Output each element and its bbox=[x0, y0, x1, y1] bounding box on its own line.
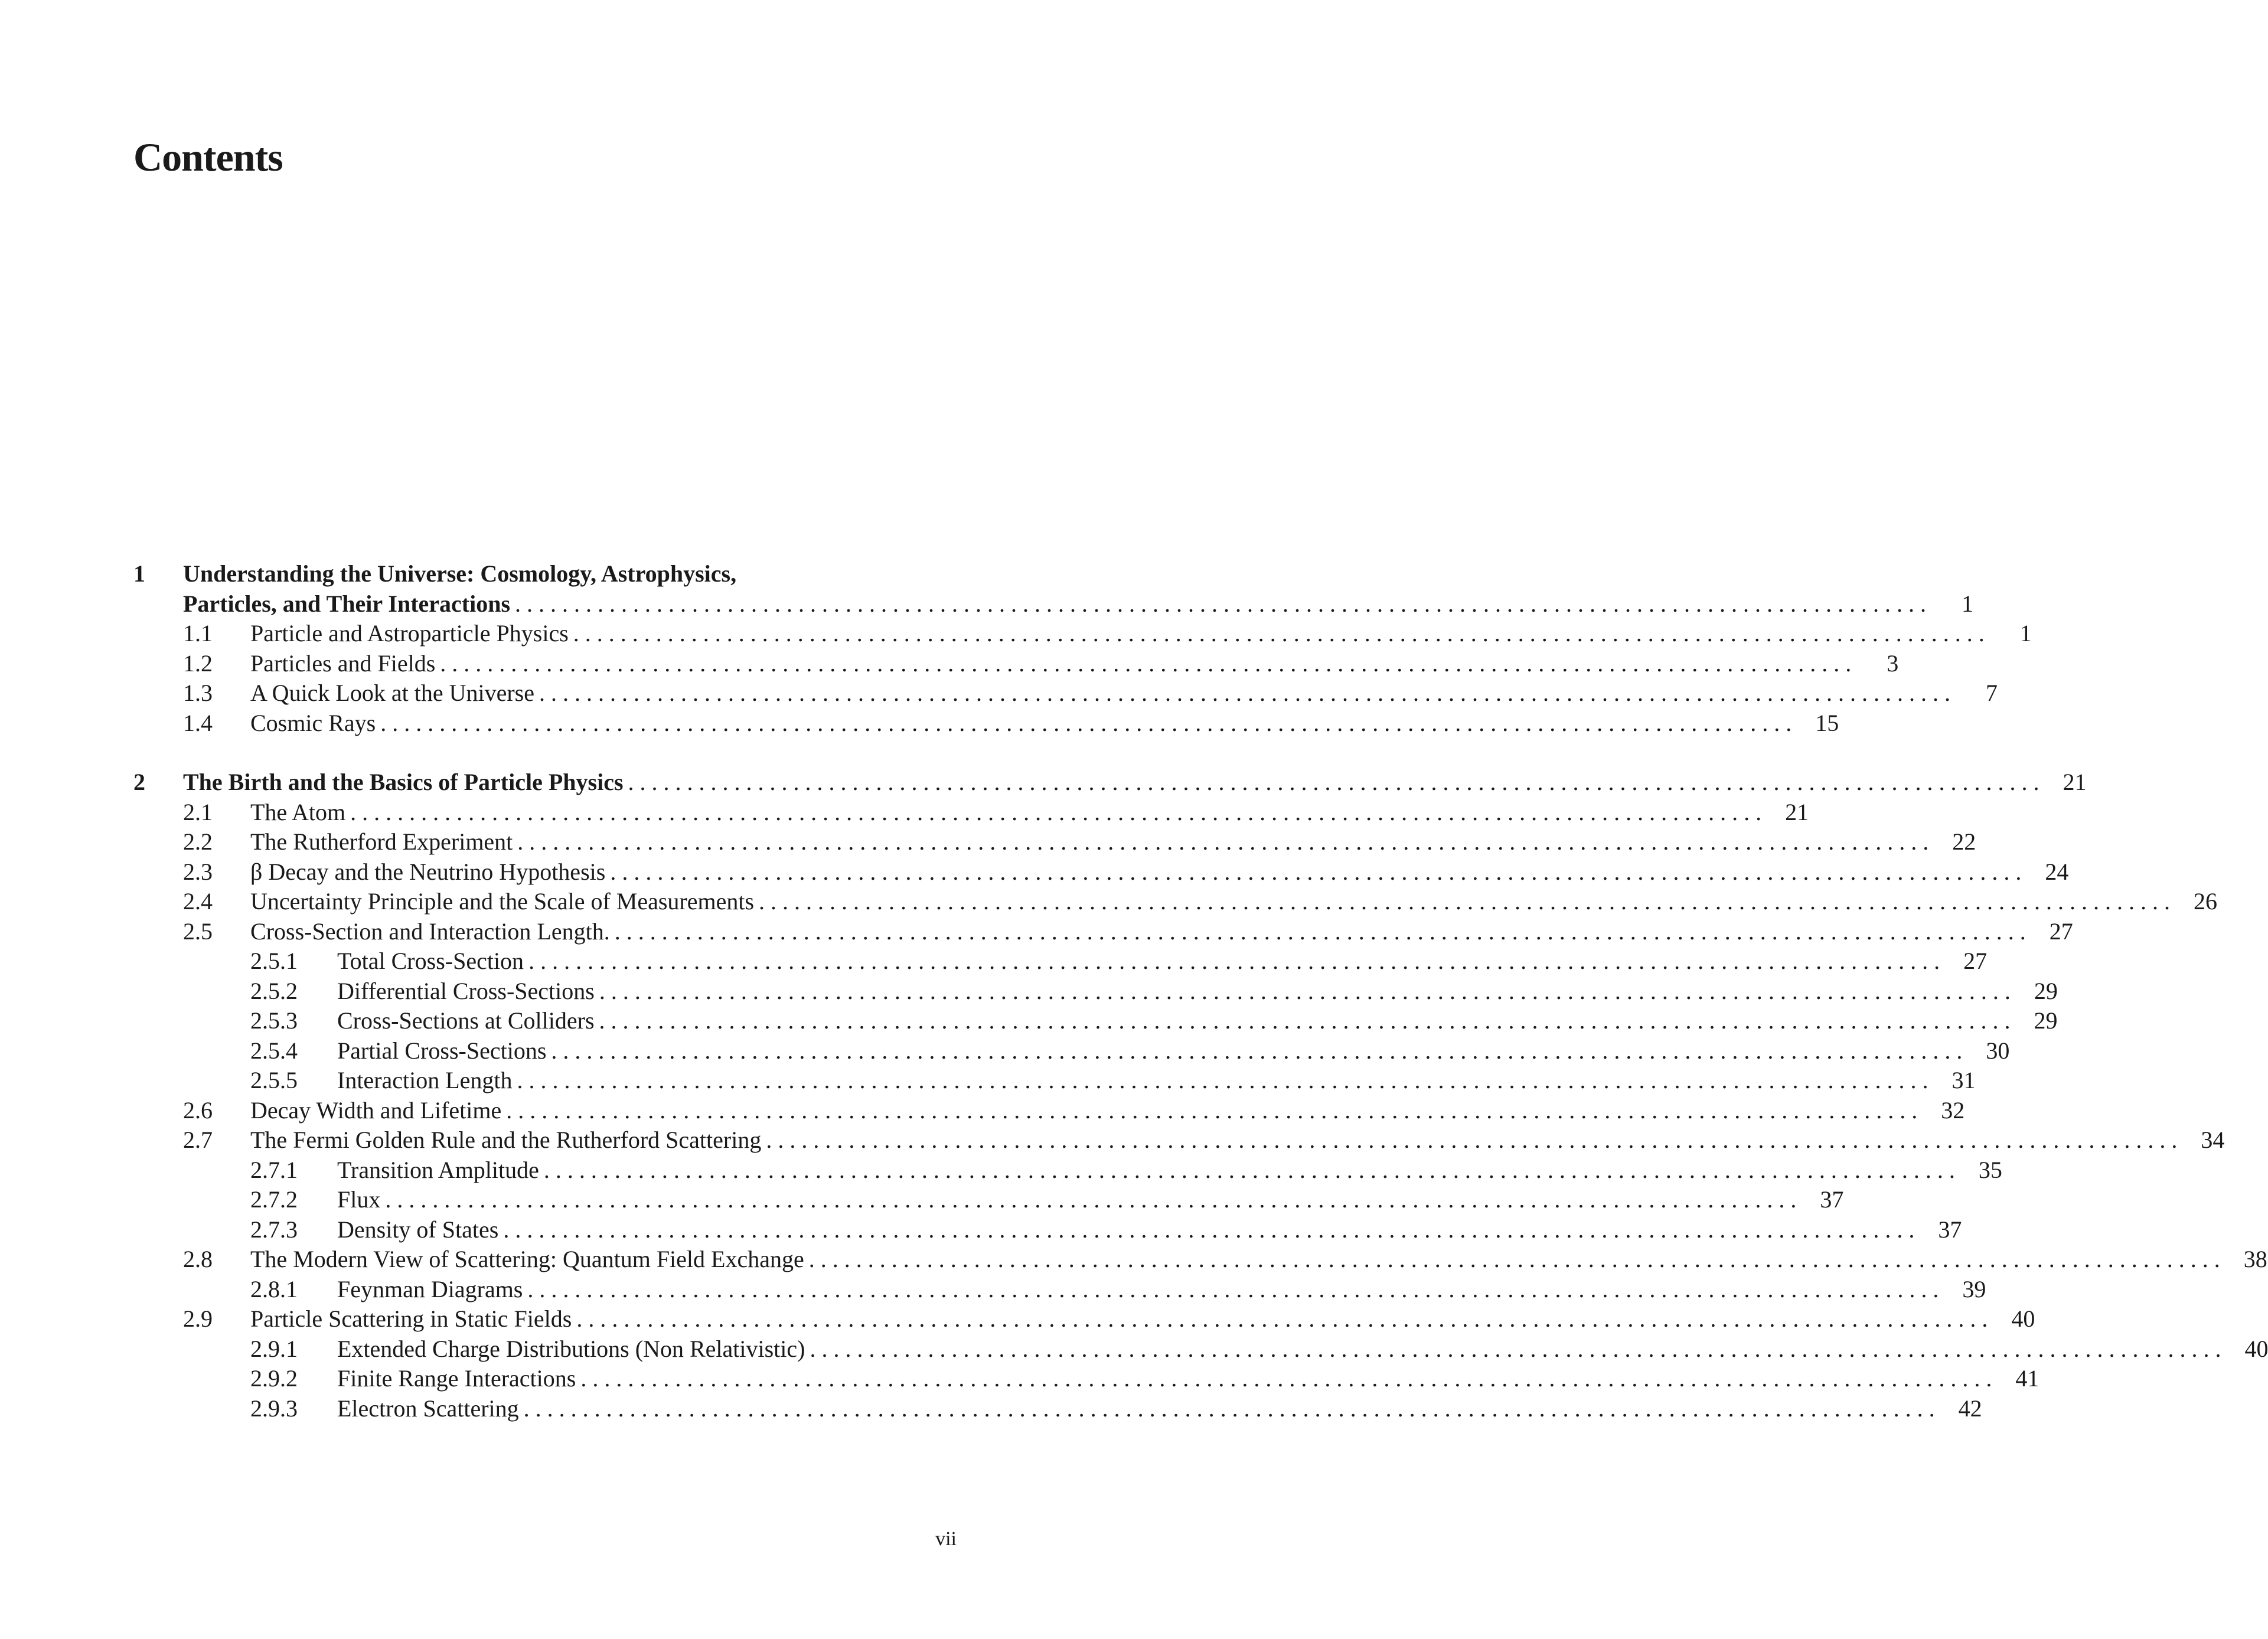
entry-number: 2.4 bbox=[183, 888, 213, 915]
entry-page: 3 bbox=[1887, 649, 1899, 677]
section-entry[interactable] bbox=[133, 857, 2069, 887]
dot-leader: . . . . . . . . . . . . . . . . . . . . . . . . . . . . . . . . . . . . . . . . . . . . . . . . . . . . . . . . . . . . . . . . . . . . . . . . . . . . . . . . . . . . . . . . . . . . . . . . . . . . . . . . . . . . . . . . . . . . . . . . bbox=[580, 1365, 1992, 1392]
dot-leader: . . . . . . . . . . . . . . . . . . . . . . . . . . . . . . . . . . . . . . . . . . . . . . . . . . . . . . . . . . . . . . . . . . . . . . . . . . . . . . . . . . . . . . . . . . . . . . . . . . . . . . . . . . . . . . . . . . . . . . . . bbox=[551, 1037, 1963, 1064]
entry-page: 38 bbox=[2243, 1246, 2267, 1272]
chapter-block bbox=[133, 768, 2268, 1423]
chapter-block bbox=[133, 559, 2032, 738]
chapter-heading[interactable] bbox=[133, 768, 2087, 798]
subsection-entry[interactable] bbox=[133, 977, 2058, 1007]
entry-title: Feynman Diagrams bbox=[337, 1275, 523, 1302]
section-entry[interactable] bbox=[133, 1096, 1965, 1126]
subsection-entry[interactable] bbox=[133, 1185, 1844, 1215]
section-entry[interactable] bbox=[133, 649, 1899, 679]
dot-leader: . . . . . . . . . . . . . . . . . . . . . . . . . . . . . . . . . . . . . . . . . . . . . . . . . . . . . . . . . . . . . . . . . . . . . . . . . . . . . . . . . . . . . . . . . . . . . . . . . . . . . . . . . . . . . . . . . . . . . . . . bbox=[503, 1216, 1915, 1243]
dot-leader: . . . . . . . . . . . . . . . . . . . . . . . . . . . . . . . . . . . . . . . . . . . . . . . . . . . . . . . . . . . . . . . . . . . . . . . . . . . . . . . . . . . . . . . . . . . . . . . . . . . . . . . . . . . . . . . . . . . . . . . . bbox=[599, 977, 2011, 1004]
section-entry[interactable] bbox=[133, 827, 1976, 857]
entry-page: 40 bbox=[2244, 1335, 2268, 1362]
entry-title: Interaction Length bbox=[337, 1067, 513, 1093]
entry-number: 2.9.3 bbox=[250, 1395, 298, 1422]
entry-page: 29 bbox=[2034, 977, 2058, 1004]
entry-number: 2.7.3 bbox=[250, 1216, 298, 1243]
dot-leader: . . . . . . . . . . . . . . . . . . . . . . . . . . . . . . . . . . . . . . . . . . . . . . . . . . . . . . . . . . . . . . . . . . . . . . . . . . . . . . . . . . . . . . . . . . . . . . . . . . . . . . . . . . . . . . . . . . . . . . . . bbox=[610, 858, 2022, 885]
dot-leader: . . . . . . . . . . . . . . . . . . . . . . . . . . . . . . . . . . . . . . . . . . . . . . . . . . . . . . . . . . . . . . . . . . . . . . . . . . . . . . . . . . . . . . . . . . . . . . . . . . . . . . . . . . . . . . . . . . . . . . . . bbox=[527, 1275, 1939, 1302]
dot-leader: . . . . . . . . . . . . . . . . . . . . . . . . . . . . . . . . . . . . . . . . . . . . . . . . . . . . . . . . . . . . . . . . . . . . . . . . . . . . . . . . . . . . . . . . . . . . . . . . . . . . . . . . . . . . . . . . . . . . . . . . bbox=[810, 1335, 2221, 1362]
entry-title: Particles and Fields bbox=[250, 649, 436, 677]
entry-title: Particle and Astroparticle Physics bbox=[250, 620, 569, 647]
entry-page: 34 bbox=[2201, 1127, 2225, 1153]
dot-leader: . . . . . . . . . . . . . . . . . . . . . . . . . . . . . . . . . . . . . . . . . . . . . . . . . . . . . . . . . . . . . . . . . . . . . . . . . . . . . . . . . . . . . . . . . . . . . . . . . . . . . . . . . . . . . . . . . . . . . . . . bbox=[766, 1127, 2178, 1153]
entry-title: Electron Scattering bbox=[337, 1395, 519, 1422]
dot-leader: . . . . . . . . . . . . . . . . . . . . . . . . . . . . . . . . . . . . . . . . . . . . . . . . . . . . . . . . . . . . . . . . . . . . . . . . . . . . . . . . . . . . . . . . . . . . . . . . . . . . . . . . . . . . . . . . . . . . . . . . bbox=[599, 1007, 2011, 1034]
entry-page: 1 bbox=[1962, 590, 1974, 617]
entry-number: 2.7 bbox=[183, 1127, 213, 1153]
section-entry[interactable] bbox=[133, 678, 1998, 709]
entry-page: 29 bbox=[2034, 1007, 2058, 1034]
entry-title: The Atom bbox=[250, 798, 346, 825]
section-entry[interactable] bbox=[133, 1304, 2035, 1334]
entry-number: 2.9.1 bbox=[250, 1335, 298, 1362]
entry-page: 41 bbox=[2015, 1365, 2039, 1392]
subsection-entry[interactable] bbox=[133, 1066, 1976, 1096]
dot-leader: . . . . . . . . . . . . . . . . . . . . . . . . . . . . . . . . . . . . . . . . . . . . . . . . . . . . . . . . . . . . . . . . . . . . . . . . . . . . . . . . . . . . . . . . . . . . . . . . . . . . . . . . . . . . . . . . . . . . . . . . bbox=[506, 1096, 1918, 1124]
entry-page: 27 bbox=[1963, 948, 1988, 974]
entry-number: 2.1 bbox=[183, 798, 213, 825]
subsection-entry[interactable] bbox=[133, 1394, 1982, 1424]
entry-title: The Fermi Golden Rule and the Rutherford Scattering bbox=[250, 1127, 762, 1153]
dot-leader: . . . . . . . . . . . . . . . . . . . . . . . . . . . . . . . . . . . . . . . . . . . . . . . . . . . . . . . . . . . . . . . . . . . . . . . . . . . . . . . . . . . . . . . . . . . . . . . . . . . . . . . . . . . . . . . . . . . . . . . . bbox=[576, 1305, 1988, 1332]
entry-number: 1.4 bbox=[183, 709, 213, 736]
entry-page: 27 bbox=[2049, 918, 2073, 945]
entry-title: Particle Scattering in Static Fields bbox=[250, 1305, 572, 1332]
entry-number: 2.7.2 bbox=[250, 1186, 298, 1213]
dot-leader: . . . . . . . . . . . . . . . . . . . . . . . . . . . . . . . . . . . . . . . . . . . . . . . . . . . . . . . . . . . . . . . . . . . . . . . . . . . . . . . . . . . . . . . . . . . . . . . . . . . . . . . . . . . . . . . . . . . . . . . . bbox=[350, 798, 1762, 825]
entry-number: 2.8.1 bbox=[250, 1275, 298, 1302]
entry-page: 31 bbox=[1952, 1067, 1976, 1093]
subsection-entry[interactable] bbox=[133, 1215, 1962, 1245]
dot-leader: . . . . . . . . . . . . . . . . . . . . . . . . . . . . . . . . . . . . . . . . . . . . . . . . . . . . . . . . . . . . . . . . . . . . . . . . . . . . . . . . . . . . . . . . . . . . . . . . . . . . . . . . . . . . . . . . . . . . . . . . bbox=[385, 1186, 1797, 1213]
chapter-heading-cont[interactable] bbox=[133, 589, 1974, 619]
entry-number: 2.5 bbox=[183, 918, 213, 945]
entry-number: 2.5.4 bbox=[250, 1037, 298, 1064]
entry-number: 2.9.2 bbox=[250, 1365, 298, 1392]
entry-page: 26 bbox=[2194, 888, 2218, 915]
dot-leader: . . . . . . . . . . . . . . . . . . . . . . . . . . . . . . . . . . . . . . . . . . . . . . . . . . . . . . . . . . . . . . . . . . . . . . . . . . . . . . . . . . . . . . . . . . . . . . . . . . . . . . . . . . . . . . . . . . . . . . . . bbox=[517, 828, 1929, 855]
page-number: vii bbox=[935, 1528, 957, 1550]
dot-leader: . . . . . . . . . . . . . . . . . . . . . . . . . . . . . . . . . . . . . . . . . . . . . . . . . . . . . . . . . . . . . . . . . . . . . . . . . . . . . . . . . . . . . . . . . . . . . . . . . . . . . . . . . . . . . . . . . . . . . . . . bbox=[523, 1395, 1935, 1422]
entry-page: 37 bbox=[1820, 1186, 1844, 1213]
entry-page: 39 bbox=[1962, 1275, 1986, 1302]
entry-title: Transition Amplitude bbox=[337, 1156, 539, 1183]
subsection-entry[interactable] bbox=[133, 1334, 2268, 1364]
entry-title: Cross-Section and Interaction Length. bbox=[250, 918, 610, 945]
entry-page: 32 bbox=[1941, 1096, 1965, 1124]
entry-number: 2.9 bbox=[183, 1305, 213, 1332]
dot-leader: . . . . . . . . . . . . . . . . . . . . . . . . . . . . . . . . . . . . . . . . . . . . . . . . . . . . . . . . . . . . . . . . . . . . . . . . . . . . . . . . . . . . . . . . . . . . . . . . . . . . . . . . . . . . . . . . . . . . . . . . bbox=[515, 590, 1927, 617]
entry-page: 21 bbox=[2063, 769, 2087, 795]
page-title: Contents bbox=[133, 135, 283, 179]
dot-leader: . . . . . . . . . . . . . . . . . . . . . . . . . . . . . . . . . . . . . . . . . . . . . . . . . . . . . . . . . . . . . . . . . . . . . . . . . . . . . . . . . . . . . . . . . . . . . . . . . . . . . . . . . . . . . . . . . . . . . . . . bbox=[573, 620, 1985, 647]
entry-page: 1 bbox=[2019, 620, 2032, 647]
entry-page: 24 bbox=[2045, 858, 2069, 885]
dot-leader: . . . . . . . . . . . . . . . . . . . . . . . . . . . . . . . . . . . . . . . . . . . . . . . . . . . . . . . . . . . . . . . . . . . . . . . . . . . . . . . . . . . . . . . . . . . . . . . . . . . . . . . . . . . . . . . . . . . . . . . . bbox=[539, 680, 1950, 706]
entry-number: 2.6 bbox=[183, 1096, 213, 1124]
entry-title: Cross-Sections at Colliders bbox=[337, 1007, 595, 1034]
entry-title: Differential Cross-Sections bbox=[337, 977, 595, 1004]
dot-leader: . . . . . . . . . . . . . . . . . . . . . . . . . . . . . . . . . . . . . . . . . . . . . . . . . . . . . . . . . . . . . . . . . . . . . . . . . . . . . . . . . . . . . . . . . . . . . . . . . . . . . . . . . . . . . . . . . . . . . . . . bbox=[380, 709, 1792, 736]
section-entry[interactable] bbox=[133, 709, 1839, 739]
entry-title: Extended Charge Distributions (Non Relativistic) bbox=[337, 1335, 805, 1362]
entry-title: Total Cross-Section bbox=[337, 948, 524, 974]
dot-leader: . . . . . . . . . . . . . . . . . . . . . . . . . . . . . . . . . . . . . . . . . . . . . . . . . . . . . . . . . . . . . . . . . . . . . . . . . . . . . . . . . . . . . . . . . . . . . . . . . . . . . . . . . . . . . . . . . . . . . . . . bbox=[440, 649, 1852, 677]
entry-number: 2.5.2 bbox=[250, 977, 298, 1004]
dot-leader: . . . . . . . . . . . . . . . . . . . . . . . . . . . . . . . . . . . . . . . . . . . . . . . . . . . . . . . . . . . . . . . . . . . . . . . . . . . . . . . . . . . . . . . . . . . . . . . . . . . . . . . . . . . . . . . . . . . . . . . . bbox=[628, 769, 2039, 795]
entry-number: 1.1 bbox=[183, 620, 213, 647]
subsection-entry[interactable] bbox=[133, 1364, 2039, 1394]
section-entry[interactable] bbox=[133, 1125, 2225, 1155]
subsection-entry[interactable] bbox=[133, 1006, 2058, 1036]
entry-title: Uncertainty Principle and the Scale of Measurements bbox=[250, 888, 755, 915]
dot-leader: . . . . . . . . . . . . . . . . . . . . . . . . . . . . . . . . . . . . . . . . . . . . . . . . . . . . . . . . . . . . . . . . . . . . . . . . . . . . . . . . . . . . . . . . . . . . . . . . . . . . . . . . . . . . . . . . . . . . . . . . bbox=[517, 1067, 1928, 1093]
entry-title: The Rutherford Experiment bbox=[250, 828, 513, 855]
entry-title: Understanding the Universe: Cosmology, Astrophysics, bbox=[183, 560, 737, 587]
entry-number: 2.5.1 bbox=[250, 948, 298, 974]
subsection-entry[interactable] bbox=[133, 1036, 2010, 1066]
subsection-entry[interactable] bbox=[133, 1275, 1986, 1305]
section-entry[interactable] bbox=[133, 619, 2032, 649]
entry-title: Density of States bbox=[337, 1216, 499, 1243]
section-entry[interactable] bbox=[133, 798, 1809, 828]
entry-page: 35 bbox=[1978, 1156, 2002, 1183]
subsection-entry[interactable] bbox=[133, 1155, 2002, 1186]
dot-leader: . . . . . . . . . . . . . . . . . . . . . . . . . . . . . . . . . . . . . . . . . . . . . . . . . . . . . . . . . . . . . . . . . . . . . . . . . . . . . . . . . . . . . . . . . . . . . . . . . . . . . . . . . . . . . . . . . . . . . . . . bbox=[759, 888, 2171, 915]
entry-number: 2.3 bbox=[183, 858, 213, 885]
entry-number: 2.5.3 bbox=[250, 1007, 298, 1034]
entry-number: 2.2 bbox=[183, 828, 213, 855]
entry-page: 21 bbox=[1785, 798, 1809, 825]
entry-number: 2.8 bbox=[183, 1246, 213, 1272]
entry-title: Finite Range Interactions bbox=[337, 1365, 576, 1392]
subsection-entry[interactable] bbox=[133, 946, 1988, 977]
entry-title: A Quick Look at the Universe bbox=[250, 680, 534, 706]
entry-page: 22 bbox=[1952, 828, 1976, 855]
entry-title: β Decay and the Neutrino Hypothesis bbox=[250, 858, 606, 885]
section-entry[interactable] bbox=[133, 887, 2218, 917]
section-entry[interactable] bbox=[133, 917, 2073, 947]
entry-page: 42 bbox=[1958, 1395, 1982, 1422]
entry-number: 1.2 bbox=[183, 649, 213, 677]
entry-number: 1 bbox=[133, 560, 145, 587]
entry-page: 15 bbox=[1815, 709, 1839, 736]
entry-number: 1.3 bbox=[183, 680, 213, 706]
entry-title: The Birth and the Basics of Particle Physics bbox=[183, 769, 624, 795]
entry-title: Partial Cross-Sections bbox=[337, 1037, 547, 1064]
entry-number: 2 bbox=[133, 769, 145, 795]
entry-page: 40 bbox=[2011, 1305, 2035, 1332]
dot-leader: . . . . . . . . . . . . . . . . . . . . . . . . . . . . . . . . . . . . . . . . . . . . . . . . . . . . . . . . . . . . . . . . . . . . . . . . . . . . . . . . . . . . . . . . . . . . . . . . . . . . . . . . . . . . . . . . . . . . . . . . bbox=[543, 1156, 1955, 1183]
table-of-contents bbox=[133, 559, 2268, 1453]
entry-page: 7 bbox=[1986, 680, 1998, 706]
chapter-heading[interactable] bbox=[133, 559, 960, 589]
entry-number: 2.5.5 bbox=[250, 1067, 298, 1093]
entry-page: 37 bbox=[1938, 1216, 1962, 1243]
entry-page: 30 bbox=[1986, 1037, 2010, 1064]
entry-title: Decay Width and Lifetime bbox=[250, 1096, 502, 1124]
entry-title: Flux bbox=[337, 1186, 381, 1213]
dot-leader: . . . . . . . . . . . . . . . . . . . . . . . . . . . . . . . . . . . . . . . . . . . . . . . . . . . . . . . . . . . . . . . . . . . . . . . . . . . . . . . . . . . . . . . . . . . . . . . . . . . . . . . . . . . . . . . . . . . . . . . . bbox=[614, 918, 2026, 945]
dot-leader: . . . . . . . . . . . . . . . . . . . . . . . . . . . . . . . . . . . . . . . . . . . . . . . . . . . . . . . . . . . . . . . . . . . . . . . . . . . . . . . . . . . . . . . . . . . . . . . . . . . . . . . . . . . . . . . . . . . . . . . . bbox=[808, 1246, 2220, 1272]
dot-leader: . . . . . . . . . . . . . . . . . . . . . . . . . . . . . . . . . . . . . . . . . . . . . . . . . . . . . . . . . . . . . . . . . . . . . . . . . . . . . . . . . . . . . . . . . . . . . . . . . . . . . . . . . . . . . . . . . . . . . . . . bbox=[528, 948, 1940, 974]
entry-title: Particles, and Their Interactions bbox=[183, 590, 511, 617]
entry-title: Cosmic Rays bbox=[250, 709, 376, 736]
entry-number: 2.7.1 bbox=[250, 1156, 298, 1183]
section-entry[interactable] bbox=[133, 1245, 2267, 1275]
entry-title: The Modern View of Scattering: Quantum Field Exchange bbox=[250, 1246, 804, 1272]
